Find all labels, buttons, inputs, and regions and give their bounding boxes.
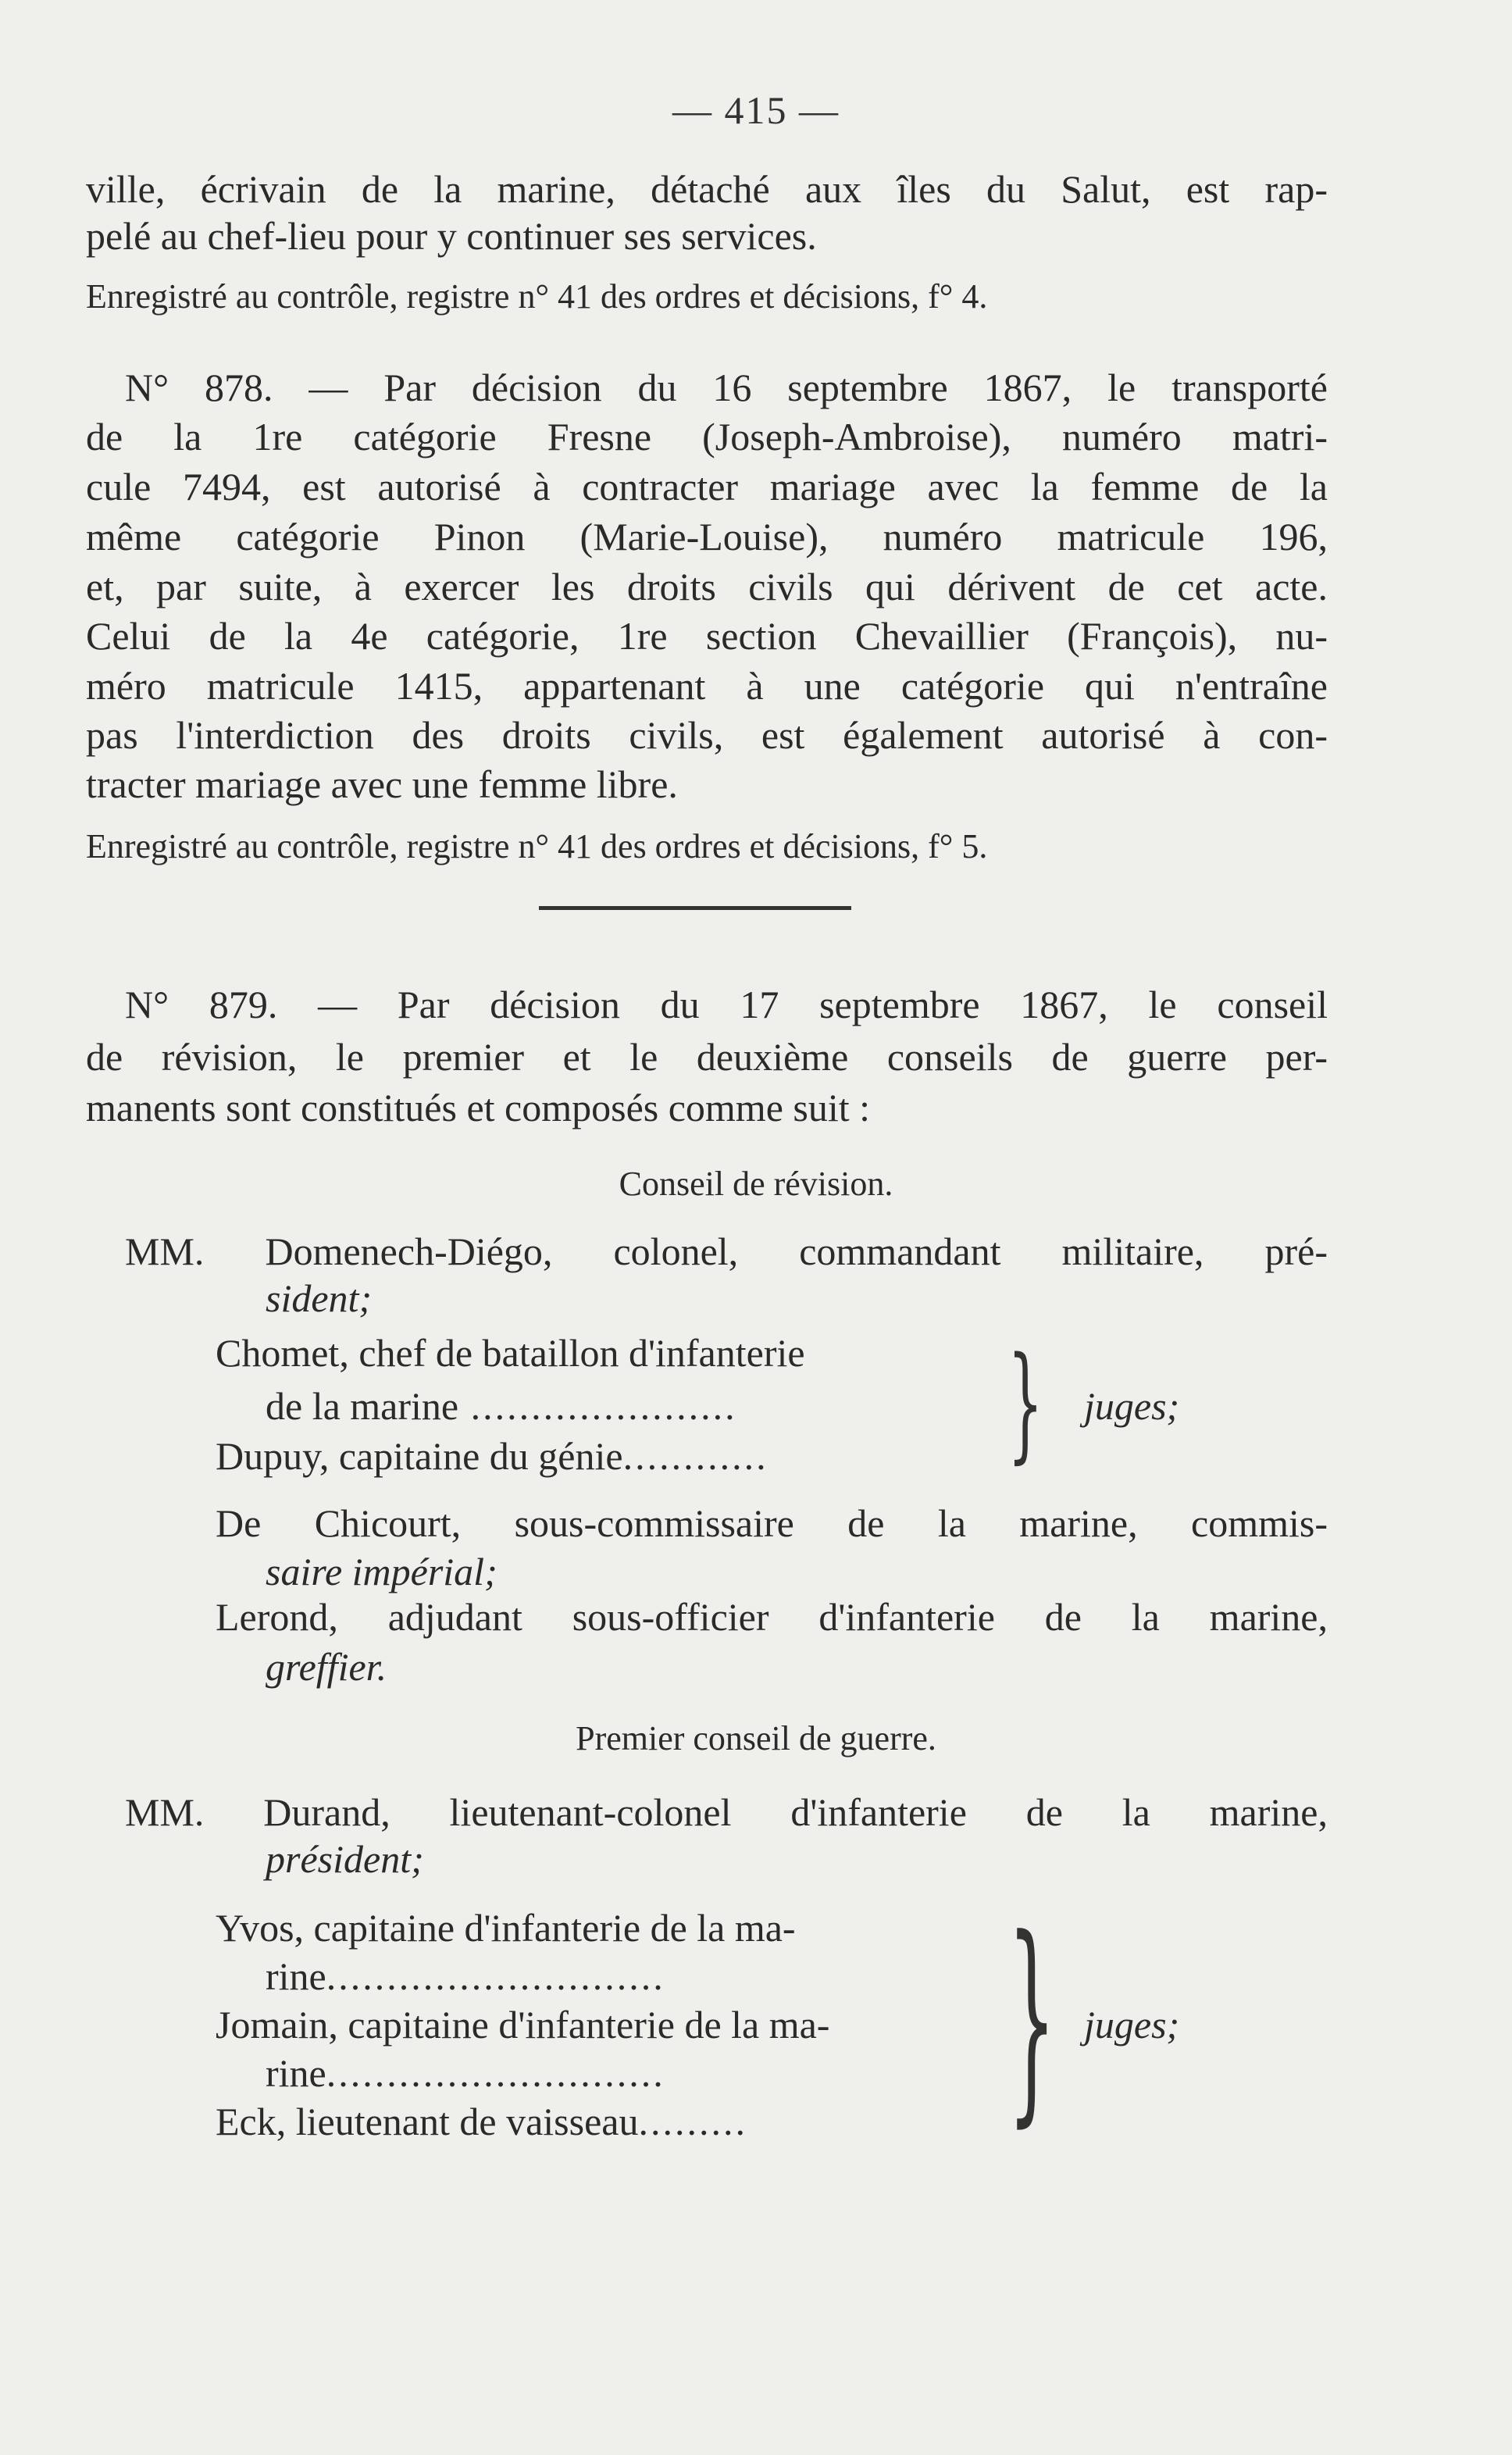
registre-note: Enregistré au contrôle, registre n° 41 des ordres et décisions, f° 5. <box>86 827 988 865</box>
juge-line: Chomet, chef de bataillon d'infanterie <box>216 1331 805 1375</box>
text-line: tracter mariage avec une femme libre. <box>86 762 678 806</box>
juges-label: juges; <box>1084 1384 1180 1428</box>
greffier-role: greffier. <box>266 1645 387 1689</box>
text-line: pas l'interdiction des droits civils, est également autorisé à con- <box>86 713 1328 757</box>
text-line: même catégorie Pinon (Marie-Louise), numéro matricule 196, <box>86 515 1328 558</box>
juge-line: Eck, lieutenant de vaisseau......... <box>216 2100 747 2143</box>
brace-icon: } <box>1007 1329 1043 1475</box>
text-line: N° 878. — Par décision du 16 septembre 1867, le transporté <box>125 366 1328 409</box>
juge-line: de la marine ...................... <box>266 1384 737 1428</box>
text-line: manents sont constitués et composés comme suit : <box>86 1086 871 1129</box>
president-role: sident; <box>266 1276 373 1320</box>
president-line: MM. Durand, lieutenant-colonel d'infanterie de la marine, <box>125 1790 1328 1834</box>
text-line: Celui de la 4e catégorie, 1re section Chevaillier (François), nu- <box>86 614 1328 658</box>
president-line: MM. Domenech-Diégo, colonel, commandant militaire, pré- <box>125 1229 1328 1273</box>
section-heading: Premier conseil de guerre. <box>576 1719 936 1757</box>
juge-line: Jomain, capitaine d'infanterie de la ma- <box>216 2003 830 2046</box>
juges-label: juges; <box>1084 2003 1180 2046</box>
section-divider <box>539 906 851 910</box>
juge-line: Yvos, capitaine d'infanterie de la ma- <box>216 1906 796 1950</box>
commissaire-line: De Chicourt, sous-commissaire de la marine, commis- <box>216 1501 1328 1545</box>
brace-icon: } <box>1007 1892 1057 2146</box>
president-role: président; <box>266 1837 424 1881</box>
juge-line: rine............................ <box>266 2051 665 2095</box>
text-line: de révision, le premier et le deuxième conseils de guerre per- <box>86 1035 1328 1079</box>
text-line: cule 7494, est autorisé à contracter mariage avec la femme de la <box>86 465 1328 508</box>
section-heading: Conseil de révision. <box>619 1165 893 1203</box>
text-line: de la 1re catégorie Fresne (Joseph-Ambroise), numéro matri- <box>86 415 1328 459</box>
page-number: — 415 — <box>672 88 840 132</box>
juge-line: rine............................ <box>266 1954 665 1998</box>
text-line: ville, écrivain de la marine, détaché aux îles du Salut, est rap- <box>86 167 1328 211</box>
text-line: et, par suite, à exercer les droits civils qui dérivent de cet acte. <box>86 565 1328 608</box>
juge-line: Dupuy, capitaine du génie............ <box>216 1434 768 1478</box>
greffier-line: Lerond, adjudant sous-officier d'infanterie de la marine, <box>216 1595 1328 1639</box>
text-line: méro matricule 1415, appartenant à une catégorie qui n'entraîne <box>86 664 1328 708</box>
registre-note: Enregistré au contrôle, registre n° 41 des ordres et décisions, f° 4. <box>86 277 988 316</box>
text-line: N° 879. — Par décision du 17 septembre 1867, le conseil <box>125 983 1328 1026</box>
commissaire-role: saire impérial; <box>266 1550 497 1593</box>
text-line: pelé au chef-lieu pour y continuer ses services. <box>86 214 817 258</box>
